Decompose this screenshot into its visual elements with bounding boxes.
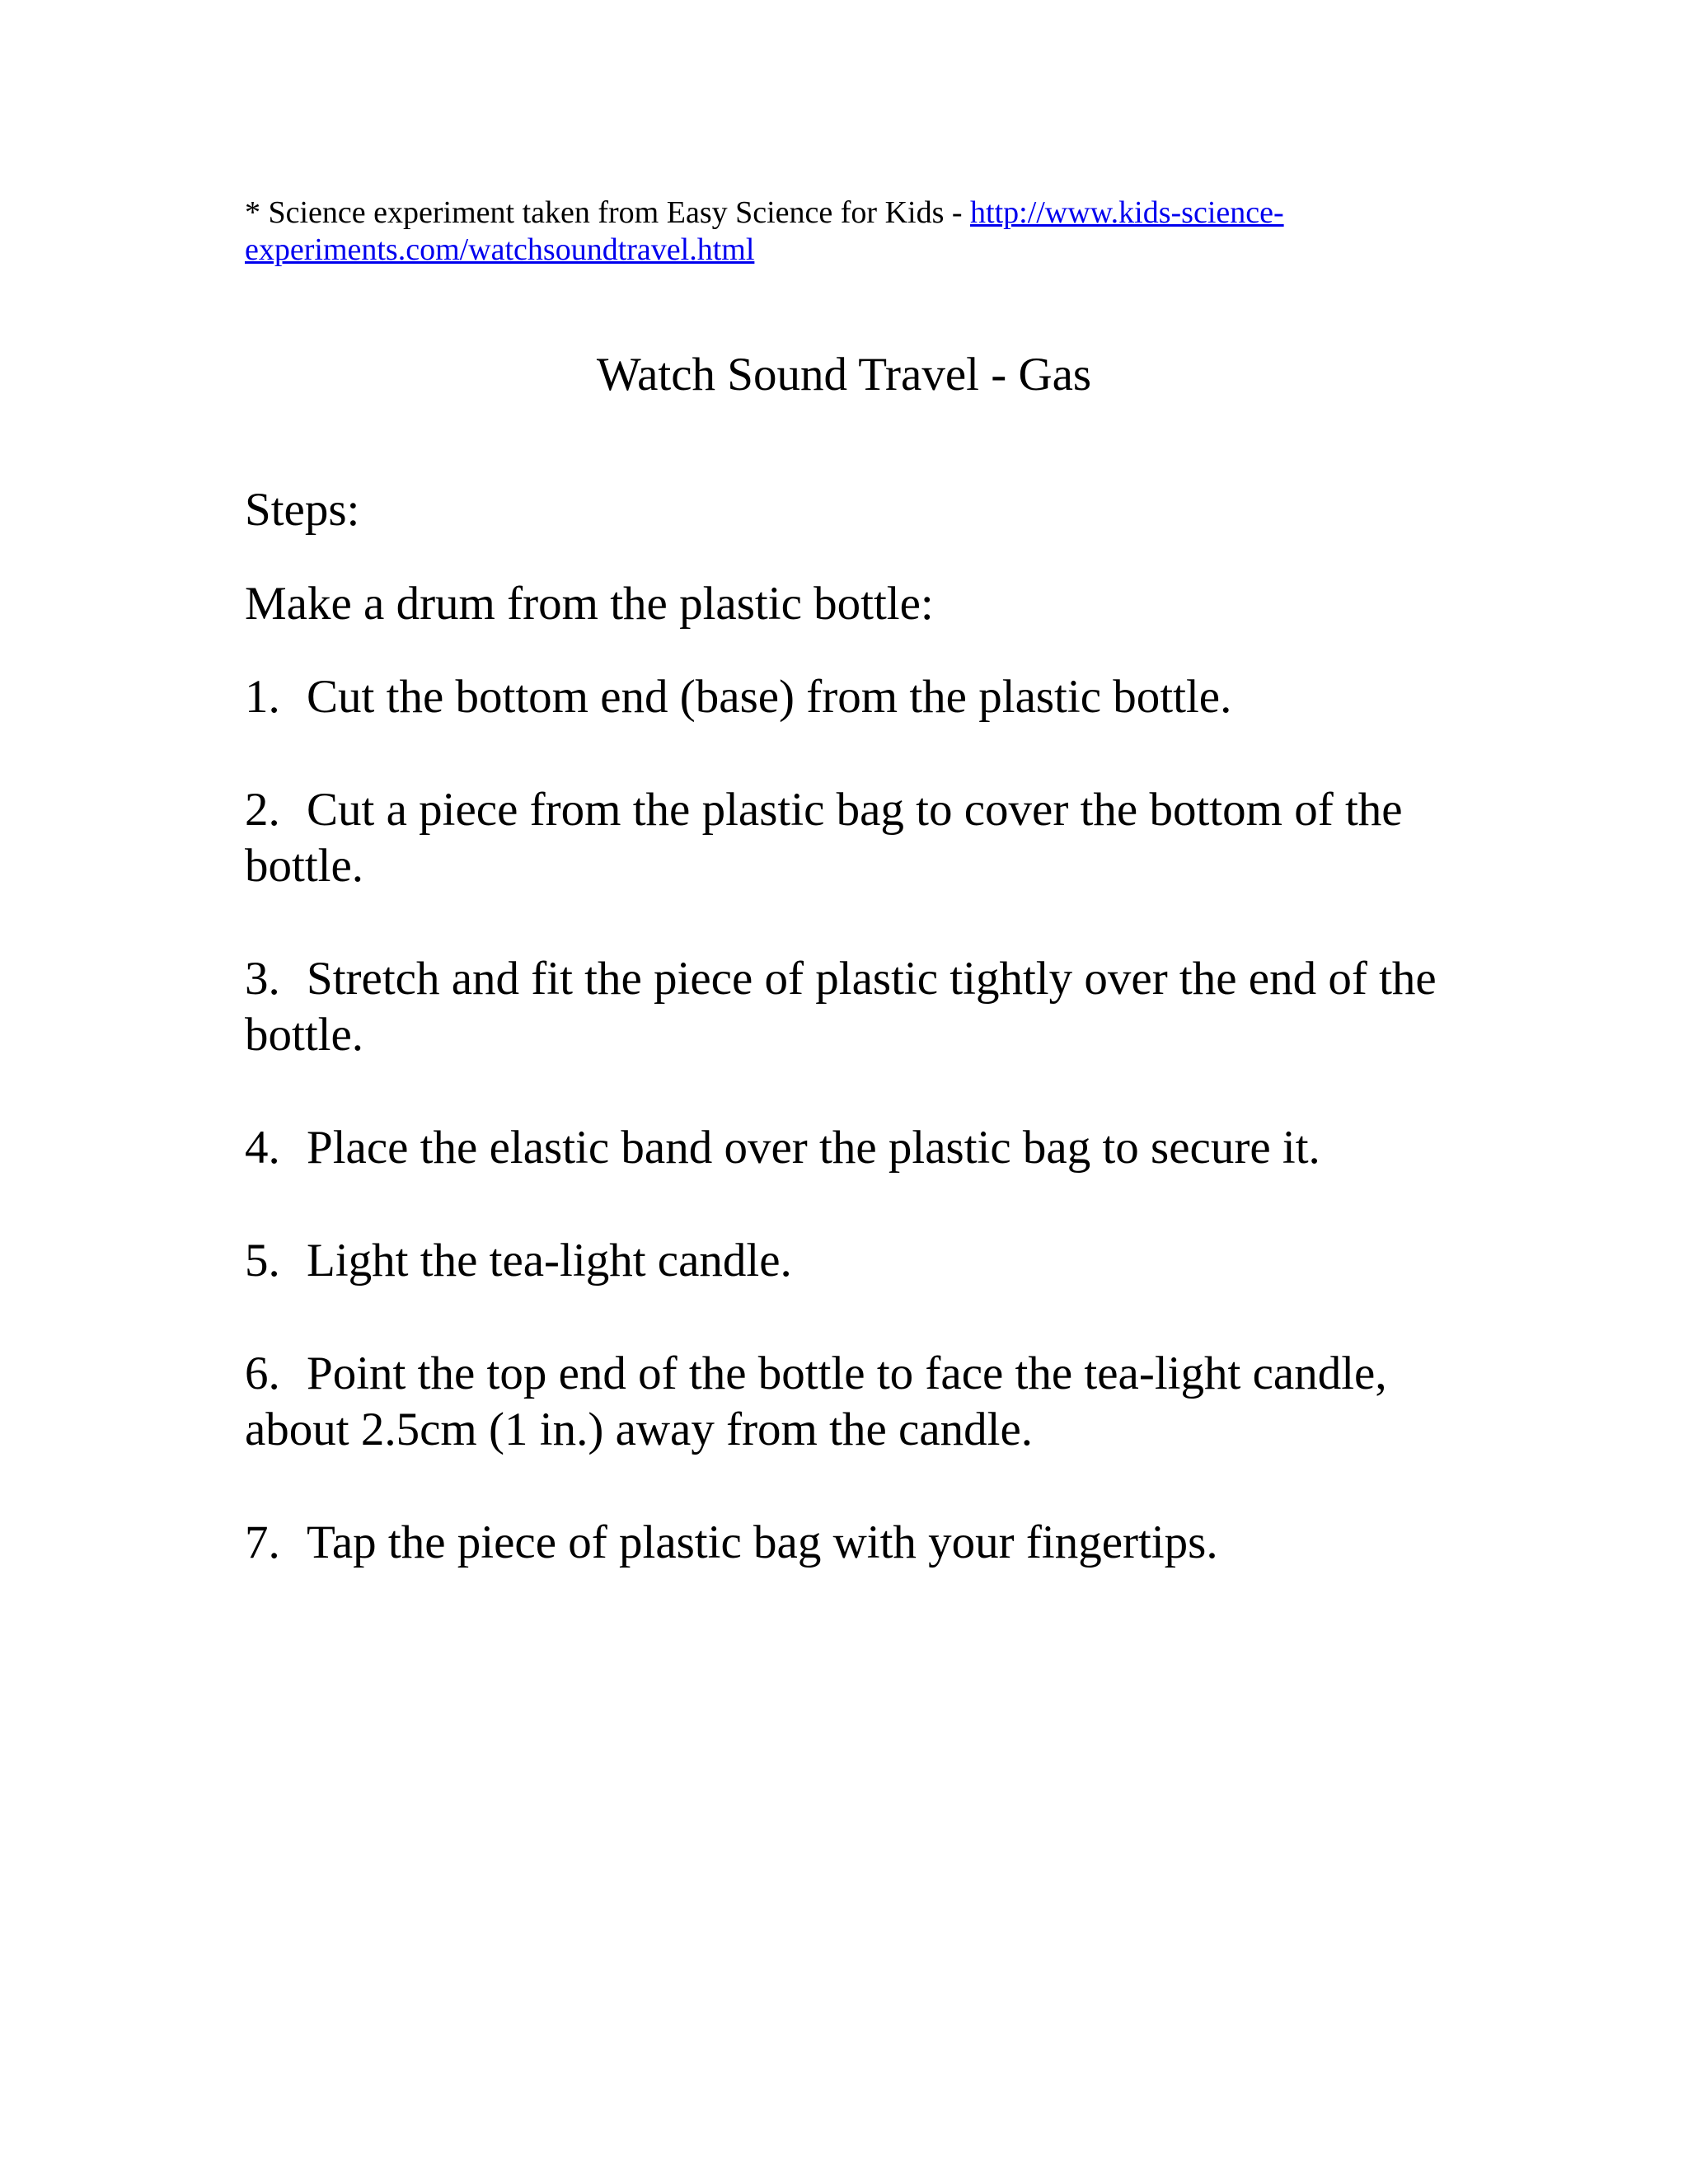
- step-1: [245, 669, 1448, 725]
- step-text: Cut a piece from the plastic bag to cover the bottom of the bottle.: [245, 784, 1403, 892]
- source-prefix: * Science experiment taken from Easy Science for Kids -: [245, 195, 971, 230]
- step-4: [245, 1120, 1448, 1176]
- step-text: Place the elastic band over the plastic bag to secure it.: [307, 1122, 1320, 1174]
- step-7: [245, 1515, 1448, 1571]
- step-number: 5.: [245, 1235, 280, 1286]
- document-title: Watch Sound Travel - Gas: [596, 349, 1092, 401]
- step-text: Light the tea-light candle.: [307, 1235, 792, 1286]
- step-number: 1.: [245, 671, 280, 723]
- step-3: [245, 951, 1448, 1063]
- step-text: Stretch and fit the piece of plastic tightly over the end of the bottle.: [245, 953, 1437, 1061]
- step-number: 6.: [245, 1347, 280, 1399]
- step-text: Cut the bottom end (base) from the plastic bottle.: [307, 671, 1232, 723]
- drum-heading: Make a drum from the plastic bottle:: [245, 578, 934, 630]
- step-number: 4.: [245, 1122, 280, 1174]
- step-text: Tap the piece of plastic bag with your fingertips.: [307, 1516, 1218, 1568]
- steps-heading: Steps:: [245, 484, 360, 536]
- step-number: 2.: [245, 784, 280, 836]
- source-note: [245, 194, 1448, 269]
- step-number: 3.: [245, 953, 280, 1005]
- step-number: 7.: [245, 1516, 280, 1568]
- step-6: [245, 1346, 1448, 1458]
- step-5: [245, 1233, 1448, 1289]
- step-text: Point the top end of the bottle to face the tea-light candle, about 2.5cm (1 in.) away from the candle.: [245, 1347, 1387, 1455]
- step-2: [245, 782, 1448, 894]
- source-link[interactable]: http://www.kids-science-experiments.com/watchsoundtravel.html: [245, 195, 1284, 267]
